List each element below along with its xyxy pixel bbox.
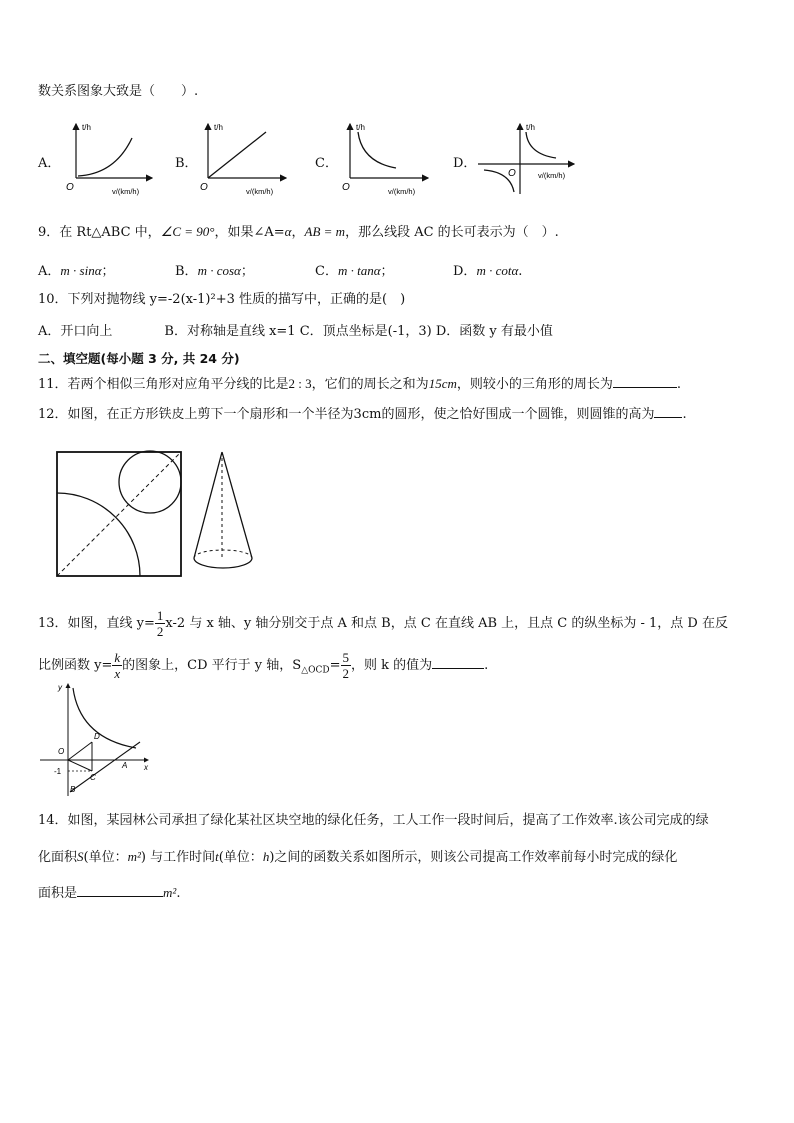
cone-side-right <box>222 452 252 558</box>
graph-curve <box>358 132 396 168</box>
origin-label: O <box>66 182 74 193</box>
q9-option-a: A．m · sinα； <box>38 263 115 279</box>
graph-branch-upper <box>526 132 556 158</box>
q13-fraction-half: $\frac{1}{2}$ <box>156 608 164 639</box>
label-b: B <box>70 785 76 794</box>
q8-stem: 数关系图象大致是（ ）. <box>38 84 199 99</box>
origin-label: O <box>342 182 350 193</box>
t-axis-label: t/h <box>82 123 91 132</box>
q9-ab: AB = m <box>304 224 346 239</box>
q9-alpha: α <box>284 224 292 239</box>
segment-od <box>68 742 92 760</box>
cut-circle <box>119 451 181 513</box>
q9-option-d: D．m · cotα. <box>453 263 523 279</box>
label-y: y <box>58 683 62 692</box>
q9-text: ，那么线段 AC 的长可表示为（ ）. <box>345 225 559 240</box>
q8-graph-d <box>474 118 584 198</box>
q8-option-d-label: D． <box>453 156 477 171</box>
cone-base-front <box>194 558 252 568</box>
q12-square-figure <box>52 448 186 582</box>
hyperbola-curve <box>73 688 136 748</box>
diagonal-dashed <box>57 452 181 576</box>
q11-stem: 11．若两个相似三角形对应角平分线的比是2 : 3，它们的周长之和为15cm，则较小的三角形的周长为 . <box>38 376 682 392</box>
v-axis-label: v/(km/h) <box>538 171 566 180</box>
q8-graph-a <box>60 118 160 198</box>
q9-stem <box>38 224 559 241</box>
label-x: x <box>144 763 148 772</box>
t-axis-label: t/h <box>526 123 535 132</box>
q8-option-a-label: A． <box>38 156 61 171</box>
q8-graph-b <box>194 118 294 198</box>
q9-option-b: B．m · cosα； <box>175 263 254 279</box>
section-heading: 二、填空题(每小题 3 分, 共 24 分) <box>38 351 240 366</box>
label-o: O <box>58 747 65 756</box>
label-c: C <box>90 773 96 782</box>
q9-angle-c: ∠C = 90° <box>160 224 215 239</box>
v-axis-label: v/(km/h) <box>388 187 416 196</box>
q13-answer-blank[interactable] <box>432 668 484 669</box>
q13-figure <box>40 678 156 798</box>
t-axis-label: t/h <box>356 123 365 132</box>
origin-label: O <box>508 168 516 179</box>
label-a: A <box>122 761 128 770</box>
cone-base-back <box>194 550 252 558</box>
q9-text: ，如果∠A= <box>214 225 285 240</box>
q11-answer-blank[interactable] <box>613 387 677 388</box>
segment-oc <box>68 760 92 771</box>
q14-line3: 面积是 m². <box>38 885 181 901</box>
q14-line2: 化面积S(单位：m²) 与工作时间t(单位：h)之间的函数关系如图所示，则该公司提高工作效率前每小时完成的绿化 <box>38 849 678 865</box>
q8-option-b-label: B． <box>175 156 198 171</box>
q9-number: 9． <box>38 225 60 240</box>
q12-answer-blank[interactable] <box>654 417 682 418</box>
cone-side-left <box>194 452 222 558</box>
q9-option-c: C．m · tanα； <box>315 263 394 279</box>
line-ab <box>70 742 140 792</box>
q12-stem: 12．如图，在正方形铁皮上剪下一个扇形和一个半径为3cm的圆形，使之恰好围成一个圆锥，则圆锥的高为 . <box>38 407 687 422</box>
label-d: D <box>94 732 100 741</box>
q13-stem-line2: 比例函数 y= $\frac{k}{x}$ 的图象上，CD 平行于 y 轴，$S_{\triangle OCD}=$ $\frac{5}{2}$ ，则 k 的值为 . <box>38 650 489 681</box>
q13-fraction-five-halves: $\frac{5}{2}$ <box>342 650 349 681</box>
q10-stem: 10．下列对抛物线 y=-2(x-1)²+3 性质的描写中，正确的是( ) <box>38 292 406 307</box>
q9-text: ， <box>291 225 305 240</box>
origin-label: O <box>200 182 208 193</box>
q14-line1: 14．如图，某园林公司承担了绿化某社区块空地的绿化任务，工人工作一段时间后，提高了工作效率.该公司完成的绿 <box>38 813 709 828</box>
graph-curve <box>78 138 132 176</box>
graph-line <box>208 132 266 178</box>
t-axis-label: t/h <box>214 123 223 132</box>
q13-fraction-k-over-x: $\frac{k}{x}$ <box>114 650 121 681</box>
q13-stem-line1: 13．如图，直线 y= $\frac{1}{2}$ x-2 与 x 轴、y 轴分别交于点 A 和点 B，点 C 在直线 AB 上，且点 C 的纵坐标为 - 1，点 D 在反 <box>38 608 728 639</box>
q8-graph-c <box>336 118 436 198</box>
q12-cone-figure <box>188 448 260 580</box>
q8-option-c-label: C． <box>315 156 338 171</box>
v-axis-label: v/(km/h) <box>112 187 140 196</box>
label-minus-one: -1 <box>54 767 62 776</box>
q10-options: A．开口向上 B．对称轴是直线 x=1 C．顶点坐标是(-1，3) D．函数 y 有最小值 <box>38 324 553 339</box>
v-axis-label: v/(km/h) <box>246 187 274 196</box>
q9-text: 在 Rt△ABC 中， <box>59 225 161 240</box>
q14-answer-blank[interactable] <box>77 896 163 897</box>
